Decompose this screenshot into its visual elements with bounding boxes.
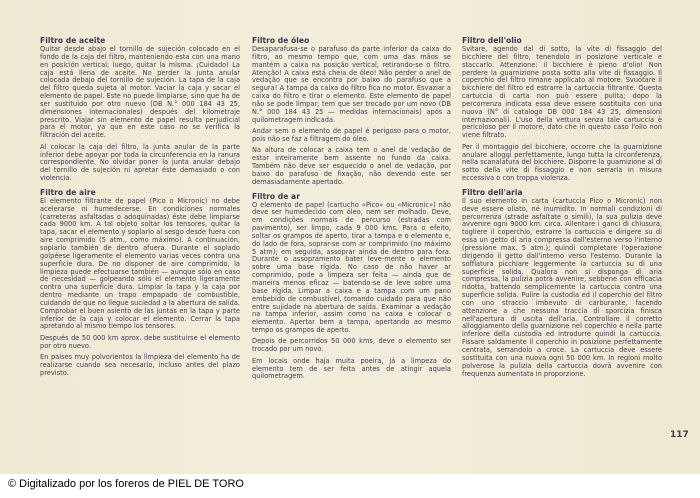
paragraph: Il suo elemento in carta (cartuccia Pico o Micronic) non deve essere oliato, né inumidito. In normali condizioni di percorrenza (strade asfaltate o simili), la sua pulizia deve avvenire ogni 9000 km. circa. Allentare i ganci di chiusura, togliere il coperchio, estrarre la cartuccia e dirigere su di essa un getto di aria compressa dall'esterno verso l'interno (pressione max. 5 atm.); quindi completare l'operazione dirigendo il getto dall'interno verso l'esterno. Durante la soffiatura picchiare leggermente la cartuccia su di una superficie solida. Qualora non si disponga di aria compressa, la pulizia potrà avvenire, sebbene con efficacia ridotta, battendo semplicemente la cartuccia contro una superficie solida. Pulire la custodia ed il coperchio del filtro con uno straccio imbevuto di carburante, facendo attenzione a che nessuna traccia di sporcizia finisca nell'apertura di uscita dell'aria. Controllare il corretto alloggiamento della guarnizione nel coperchio e nella parte inferiore della custodia ed introdurre quindi la cartuccia. Fissare saldamente il coperchio in posizione perfettamente centrata, serrandolo a croce. La cartuccia deve essere sostituita con una nuova ogni 50 000 km. In regioni molto polverose la pulizia della cartuccia dovrà avvenire con frequenza aumentata in proporzione. [462, 196, 662, 378]
footer-credit: © Digitalizado por los foreros de PIEL DE TORO [8, 478, 244, 490]
section-air-filter-it [462, 188, 662, 378]
section-air-filter-es [40, 188, 240, 378]
section-title: Filtro de óleo [252, 36, 310, 45]
section-title: Filtro dell'aria [462, 187, 523, 197]
section-title: Filtro de ar [252, 191, 300, 201]
footer-bar [0, 474, 700, 498]
paragraph: El elemento filtrante de papel (Pico o Micronic) no debe acelerarse ni humedecerse. En condiciones normales (carreteras asfaltadas o adoquinadas) éste debe limpiarse cada 9000 km. A tal objeto soltar los tensores, quitar la tapa, sacar el elemento y soplarlo al sesgo desde fuera con aire comprimido (5 atm., como máximo). A continuación, soplarlo también de dentro afuera. Durante el soplado golpéese ligeramente el elemento varias veces contra una superficie dura. De no disponer de aire comprimido, la limpieza puede efectuarse también — aunque sólo en caso de necesidad — golpeando sólo el elemento ligeramente contra una superficie dura. Limpiar la tapa y la caja por dentro mediante un trapo empapado de combustible, cuidando de que no llegue suciedad a la abertura de salida. Comprobar el buen asiento de las juntas en la tapa y parte inferior de la caja y colocar el elemento. Cerrar la tapa apretando al mismo tiempo los tensores. [40, 196, 240, 331]
paragraph: O elemento de papel (cartucho «Pico» ou «Micronic») não deve ser humedecido com óleo, nem ser molhado. Deve, em condições normais de percurso (estradas com pavimento), ser limpo, cada 9 000 kms. Para o efeito, soltar os grampos de aperto, tirar a tampa e o elemento e, do lado de fora, soprar-se com ar comprimido (no máximo 5 atm); em seguida, assoprar ainda de dentro para fora. Durante o assopramento bater leve-mente o elemento sobre uma base rígida. No caso de não haver ar comprimido, pode a limpeza ser feita — ainda que de maneira menos eficaz — batendo-se de leve sobre uma base rígida. Limpar a caixa e a tampa com um pano embebido de combustível, tomando cuidado para que não entre sujidade na abertura de saída. Examinar a vedação na tampa inferior, assim como na caixa e colocar o elemento. Apertar bem a tampa, apertando ao mesmo tempo os grampos de aperto. [252, 200, 451, 335]
section-title: Filtro de aceite [40, 36, 106, 45]
section-air-filter-pt [252, 192, 451, 382]
paragraph: Per il montaggio del bicchiere, occorre che la guarnizione anulare alloggi perfettamente, lungo tutta la circonferenza, nella scanalatura del bicchiere. Disporre la guarnizione al di sotto della vite di fissaggio e non serrarla in misura eccessiva o con troppa violenza. [462, 142, 662, 183]
paragraph: Quitar desde abajo el tornillo de sujeción colocado en el fondo de la caja del filtro, manteniendo esta con una mano en posición vertical; luego, quitar la misma. ¡Cuidado! La caja está llena de aceite. No perder la junta anular colocada debajo del tornillo de sujeción. La tapa de la caja del filtro queda sujeta al motor. Vaciar la caja y sacar el elemento de papel. Este no puede limpiarse, sino que ha de ser sustituido por otro nuevo (DB N.° 000 184 43 25, dimensiones internacionales) después del kilometraje prescrito. Viajar sin elemento de papel resulta perjudicial para el motor, ya que en este caso no se verifica la filtración del aceite. [40, 45, 240, 140]
section-title: Filtro dell'olio [462, 36, 522, 45]
section-oil-filter-it [462, 36, 662, 183]
paragraph: Depois de percorridos 50 000 kms, deve o elemento ser trocado por um novo. [252, 337, 451, 354]
paragraph: Desaparafusa-se o parafuso da parte inferior da caixa do filtro, ao mesmo tempo que, com uma das mãos se mantém a caixa na posição vertical, retirando-se o filtro. Atenção! A caixa está cheia de óleo! Não perder o anel de vedação que se encontra por baixo do parafuso que a segura! A tampa da caixa do filtro fica no motor. Esvaziar a caixa do filtro e tirar o elemento. Este elemento de papel não se pode limpar; tem que ser trocado por um novo (DB N.° 000 184 43 25 — medidas internacionais) após a quilometragem indicada. [252, 45, 451, 124]
paragraph: Andar sem o elemento de papel é perigoso para o motor, pois não se faz a filtragem do óleo. [252, 127, 451, 143]
paragraph: Na altura de colocar a caixa tem o anel de vedação de estar inteiramente bem assente no fundo da caixa. Também não deve ser esquecido o anel de vedação, por baixo do parafuso de fixação, não devendo este ser demasiadamente apertado. [252, 146, 451, 186]
paragraph: Em locais onde haja muita poeira, já a limpeza do elemento tem de ser feita antes de atingir aquela quilometragem. [252, 356, 451, 381]
section-oil-filter-pt [252, 36, 451, 187]
paragraph: Svitare, agendo dal di sotto, la vite di fissaggio del bicchiere del filtro, tenendolo in posizione verticale e staccarlo. Attenzione: il bicchiere è pieno d'olio! Non perdere la guarnizione posta sotto alla vite di fissaggio. Il coperchio del filtro rimane applicato al motore. Svuotare il bicchiere del filtro ed estrarre la cartuccia filtrante. Questa cartuccia di carta non può essere pulita; dopo la percorrenza indicata essa deve essere sostituita con una nuova (N° di catalogo DB 000 184 43 25, dimensioni internazionali). L'uso della vettura senza tale cartuccia è pericoloso per il motore, dato che in questo caso l'olio non viene filtrato. [462, 45, 662, 140]
column-portuguese [252, 36, 451, 386]
paragraph: Después de 50 000 km aprox. debe sustituirse el elemento por otro nuevo. [40, 333, 240, 350]
section-title: Filtro de aire [40, 187, 96, 197]
section-oil-filter-es [40, 36, 240, 183]
paragraph: Al colocar la caja del filtro, la junta anular de la parte inferior debe apoyar por toda la circunferencia en la ranura correspondiente. No olvidar poner la junta anular debajo del tornillo de sujeción ni apretar éste demasiado o con violencia. [40, 142, 240, 183]
column-spanish [40, 36, 240, 383]
paragraph: En países muy polvorientos la limpieza del elemento ha de realizarse cuando sea necesario, incluso antes del plazo previsto. [40, 353, 240, 377]
column-italian [462, 36, 662, 383]
page-number: 117 [670, 430, 689, 440]
